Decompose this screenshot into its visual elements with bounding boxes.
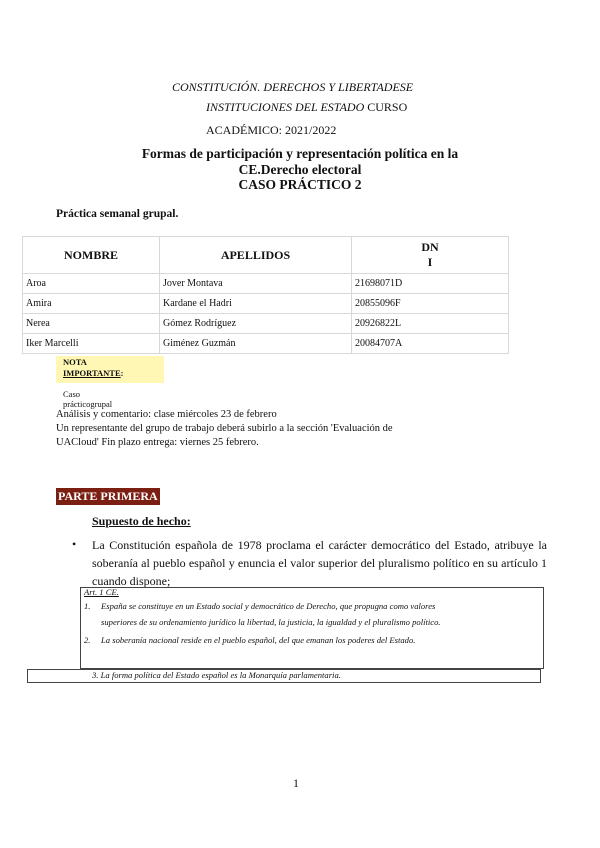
course-line-1: CONSTITUCIÓN. DERECHOS Y LIBERTADESE	[172, 80, 414, 94]
quote-item-3: 3. La forma política del Estado español es la Monarquía parlamentaria.	[92, 670, 341, 680]
doc-title-line-1: Formas de participación y representación política en la	[141, 146, 459, 161]
table-row	[23, 274, 509, 294]
cell-nombre: Nerea	[23, 314, 160, 334]
course-line-2-italic: INSTITUCIONES DEL ESTADO	[206, 100, 365, 114]
header-dni-part1: DN	[421, 240, 439, 254]
cell-dni: 20926822L	[352, 314, 509, 334]
header-nombre: NOMBRE	[23, 237, 160, 274]
note-item-1: Caso	[63, 389, 80, 399]
cell-dni: 21698071D	[352, 274, 509, 294]
note-item-2: prácticogrupal	[63, 399, 113, 409]
part-label: PARTE PRIMERA	[58, 489, 158, 503]
page-number: 1	[293, 776, 299, 790]
course-year: ACADÉMICO: 2021/2022	[206, 123, 337, 137]
students-table	[22, 236, 509, 354]
bullet-icon: •	[72, 537, 77, 551]
cell-apellidos: Jover Montava	[160, 274, 352, 294]
part-paragraph: La Constitución española de 1978 proclama el carácter democrático del Estado, atribuye la soberanía al pueblo español y enuncia el valor superior del pluralismo político en su artículo 1 cuando dispone;	[92, 538, 547, 588]
part-heading: Supuesto de hecho:	[92, 514, 191, 528]
cell-nombre: Iker Marcelli	[23, 334, 160, 354]
note-label-2	[63, 368, 123, 378]
note-label-1: NOTA	[63, 357, 87, 367]
subtitle: Práctica semanal grupal.	[56, 208, 179, 220]
quote-title: Art. 1 CE.	[84, 587, 119, 597]
cell-nombre: Aroa	[23, 274, 160, 294]
course-line-2-rest: CURSO	[364, 100, 408, 114]
cell-apellidos: Gómez Rodríguez	[160, 314, 352, 334]
table-row	[23, 314, 509, 334]
cell-dni: 20855096F	[352, 294, 509, 314]
note-label-colon: :	[120, 368, 124, 378]
quote-item-1b: superiores de su ordenamiento jurídico la libertad, la justicia, la igualdad y el pluralismo político.	[101, 617, 441, 627]
cell-dni: 20084707A	[352, 334, 509, 354]
course-line-2	[206, 100, 407, 115]
header-apellidos: APELLIDOS	[160, 237, 352, 274]
note-line-2: Un representante del grupo de trabajo deberá subirlo a la sección 'Evaluación de	[56, 423, 393, 434]
table-row	[23, 334, 509, 354]
cell-nombre: Amira	[23, 294, 160, 314]
header-dni	[352, 237, 509, 274]
table-header-row	[23, 237, 509, 274]
note-line-1: Análisis y comentario: clase miércoles 23 de febrero	[56, 409, 277, 420]
quote-item-2: La soberanía nacional reside en el pueblo español, del que emanan los poderes del Estado.	[101, 635, 416, 645]
cell-apellidos: Giménez Guzmán	[160, 334, 352, 354]
quote-box	[80, 587, 544, 669]
doc-title-line-2: CE.Derecho electoral	[238, 162, 362, 177]
table-row	[23, 294, 509, 314]
quote-item-1a: España se constituye en un Estado social y democrático de Derecho, que propugna como valores	[101, 601, 436, 611]
cell-apellidos: Kardane el Hadri	[160, 294, 352, 314]
doc-title-line-3: CASO PRÁCTICO 2	[238, 177, 362, 192]
note-line-3: UACloud' Fin plazo entrega: viernes 25 febrero.	[56, 437, 259, 448]
quote-num-2: 2.	[84, 635, 91, 645]
note-label-2-text: IMPORTANTE	[63, 368, 121, 378]
quote-num-1: 1.	[84, 601, 91, 611]
header-dni-part2: I	[427, 255, 433, 269]
